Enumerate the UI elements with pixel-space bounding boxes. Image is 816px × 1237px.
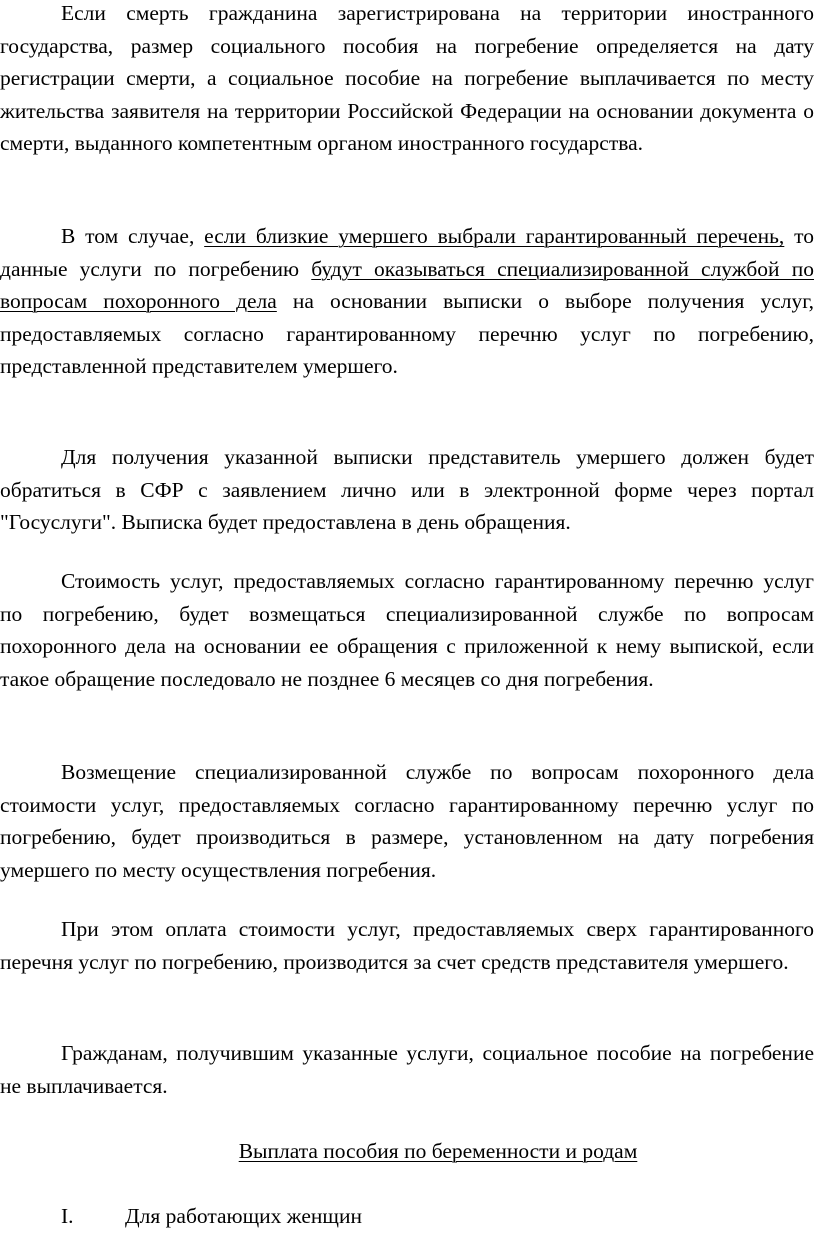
paragraph-no-allowance: Гражданам, получившим указанные услуги, социальное пособие на погребение не выплачивается. [0, 1041, 814, 1098]
underlined-text: будут оказываться специализированной службой по вопросам похоронного дела [0, 256, 814, 314]
underlined-text: если близкие умершего выбрали гарантированный перечень, [204, 224, 785, 248]
paragraph-extra-services-payment: При этом оплата стоимости услуг, предоставляемых сверх гарантированного перечня услуг по погребению, производится за счет средств представителя умершего. [0, 917, 814, 974]
list-item [61, 1200, 362, 1232]
paragraph-foreign-death-registration: Если смерть гражданина зарегистрирована на территории иностранного государства, размер социального пособия на погребение определяется на дату регистрации смерти, а социальное пособие на погребение выплачивается по месту жительства заявителя на территории Российской Федерации на основании документа о смерти, выданного компетентным органом иностранного государства. [0, 1, 814, 156]
section-heading: Выплата пособия по беременности и родам [238, 1139, 638, 1163]
paragraph-text: В том случае, [61, 224, 205, 248]
paragraph-guaranteed-list [0, 220, 814, 383]
paragraph-reimbursement-amount: Возмещение специализированной службе по вопросам похоронного дела стоимости услуг, предоставляемых согласно гарантированному перечню услуг по погребению, будет производиться в размере, установленном на дату погребения умершего по месту осуществления погребения. [0, 760, 814, 882]
list-number: I. [61, 1204, 74, 1228]
paragraph-cost-reimbursement: Стоимость услуг, предоставляемых согласно гарантированному перечню услуг по погребению, будет возмещаться специализированной службе по вопросам похоронного дела на основании ее обращения с приложенной к нему выпиской, если такое обращение последовало не позднее 6 месяцев со дня погребения. [0, 569, 814, 691]
list-item-text: Для работающих женщин [125, 1204, 362, 1228]
paragraph-text: то данные услуги по погребению [0, 224, 814, 281]
paragraph-text: на основании выписки о выборе получения услуг, предоставляемых согласно гарантированному перечню услуг по погребению, представленной представителем умершего. [0, 289, 814, 379]
paragraph-extract-request: Для получения указанной выписки представитель умершего должен будет обратиться в СФР с заявлением лично или в электронной форме через портал "Госуслуги". Выписка будет предоставлена в день обращения. [0, 445, 814, 535]
